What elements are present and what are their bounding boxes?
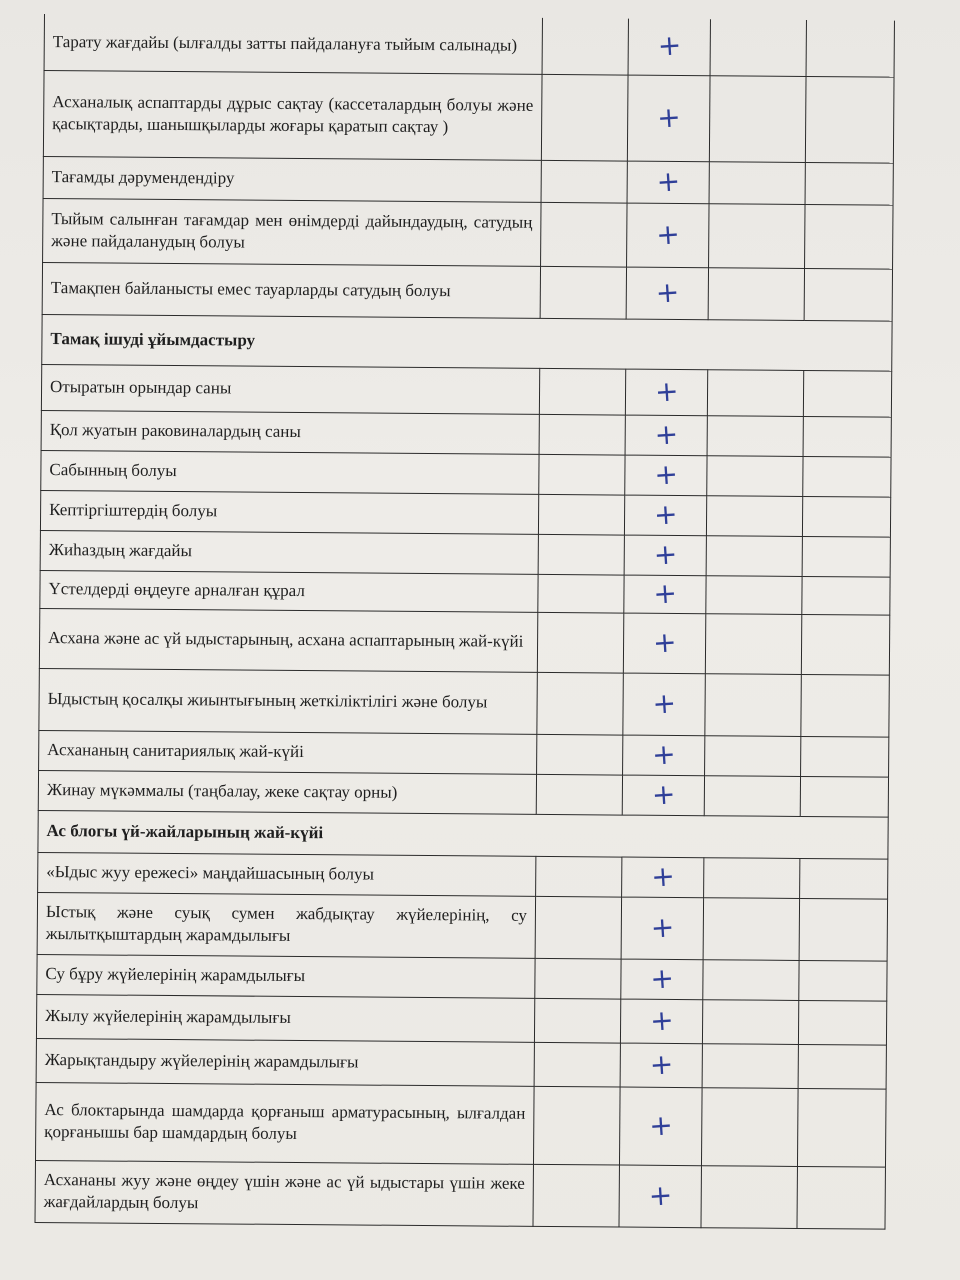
mark-cell bbox=[627, 203, 710, 268]
mark-cell bbox=[625, 369, 707, 416]
section-title: Ас блогы үй-жайларының жай-күйі bbox=[38, 810, 888, 859]
empty-cell bbox=[541, 74, 628, 161]
checklist-rows bbox=[35, 14, 894, 1229]
criterion-label: Су бұру жүйелерінің жарамдылығы bbox=[37, 954, 535, 998]
empty-cell bbox=[707, 415, 803, 456]
empty-cell bbox=[800, 858, 888, 899]
mark-cell bbox=[620, 1043, 702, 1088]
checklist-row bbox=[38, 770, 888, 817]
checklist-row bbox=[40, 490, 890, 537]
criterion-label: Тағамды дәрумендендіру bbox=[43, 156, 541, 202]
handwritten-plus-mark: + bbox=[651, 685, 677, 721]
mark-cell bbox=[622, 857, 704, 898]
criterion-label: Қол жуатын раковиналардың саны bbox=[41, 410, 539, 454]
mark-cell bbox=[627, 161, 709, 204]
handwritten-plus-mark: + bbox=[647, 1177, 673, 1213]
mark-cell bbox=[624, 535, 706, 576]
criterion-label: Ас блоктарында шамдарда қорғаныш арматурасының, ылғалдан қорғанышы бар шамдардың болуы bbox=[35, 1082, 534, 1164]
empty-cell bbox=[540, 266, 626, 319]
mark-cell bbox=[623, 673, 705, 736]
checklist-row bbox=[36, 994, 886, 1045]
mark-cell bbox=[619, 1087, 702, 1166]
empty-cell bbox=[535, 896, 621, 959]
handwritten-plus-mark: + bbox=[648, 1046, 674, 1082]
checklist-row bbox=[44, 14, 894, 77]
handwritten-plus-mark: + bbox=[651, 624, 678, 660]
empty-cell bbox=[803, 456, 891, 497]
mark-cell bbox=[623, 735, 705, 776]
criterion-label: Жылу жүйелерінің жарамдылығы bbox=[36, 994, 534, 1042]
criterion-label: Тыйым салынған тағамдар мен өнімдерді дайындаудың, сатудың және пайдаланудың болуы bbox=[43, 198, 541, 266]
empty-cell bbox=[798, 1044, 886, 1089]
criterion-label: Тарату жағдайы (ылғалды затты пайдалануға тыйым салынады) bbox=[44, 14, 542, 74]
empty-cell bbox=[703, 959, 799, 1000]
checklist-row bbox=[41, 364, 891, 417]
criterion-label: Асхананы жуу және өңдеу үшін және ас үй ыдыстары үшін жеке жағдайлардың болуы bbox=[35, 1160, 533, 1226]
checklist-row bbox=[41, 450, 891, 497]
empty-cell bbox=[802, 536, 890, 577]
handwritten-plus-mark: + bbox=[653, 456, 679, 492]
empty-cell bbox=[701, 1165, 797, 1228]
empty-cell bbox=[710, 19, 806, 76]
criterion-label: Асхананың санитариялық жай-күйі bbox=[39, 730, 537, 774]
empty-cell bbox=[798, 1000, 886, 1045]
criterion-label: Сабынның болуы bbox=[41, 450, 539, 494]
handwritten-plus-mark: + bbox=[649, 909, 676, 945]
empty-cell bbox=[539, 414, 625, 455]
empty-cell bbox=[802, 576, 890, 615]
empty-cell bbox=[538, 494, 624, 535]
empty-cell bbox=[541, 160, 627, 203]
checklist-table bbox=[35, 14, 895, 1229]
empty-cell bbox=[703, 897, 799, 960]
empty-cell bbox=[538, 574, 624, 613]
checklist-row bbox=[35, 1082, 886, 1167]
criterion-label: «Ыдыс жуу ережесі» маңдайшасының болуы bbox=[38, 852, 536, 896]
handwritten-plus-mark: + bbox=[652, 575, 678, 611]
handwritten-plus-mark: + bbox=[654, 274, 681, 310]
checklist-row bbox=[43, 198, 893, 269]
empty-cell bbox=[801, 736, 889, 777]
empty-cell bbox=[537, 734, 623, 775]
empty-cell bbox=[801, 614, 889, 675]
empty-cell bbox=[701, 1087, 798, 1166]
empty-cell bbox=[538, 534, 624, 575]
section-header-row bbox=[38, 810, 888, 859]
empty-cell bbox=[709, 75, 806, 162]
mark-cell bbox=[628, 19, 710, 76]
handwritten-plus-mark: + bbox=[655, 99, 682, 135]
checklist-row bbox=[37, 954, 887, 1001]
empty-cell bbox=[535, 958, 621, 999]
section-header-row bbox=[42, 314, 892, 371]
empty-cell bbox=[705, 613, 801, 674]
empty-cell bbox=[541, 202, 628, 267]
checklist-row bbox=[41, 410, 891, 457]
empty-cell bbox=[805, 76, 894, 163]
empty-cell bbox=[803, 416, 891, 457]
empty-cell bbox=[804, 268, 892, 321]
handwritten-plus-mark: + bbox=[656, 28, 682, 63]
checklist-row bbox=[40, 570, 890, 615]
criterion-label: Ыстық және суық сумен жабдықтау жүйелерінің, су жылытқыштардың жарамдылығы bbox=[37, 892, 535, 958]
mark-cell bbox=[626, 267, 708, 320]
mark-cell bbox=[621, 897, 703, 960]
handwritten-plus-mark: + bbox=[648, 1002, 675, 1038]
empty-cell bbox=[797, 1166, 885, 1229]
checklist-row bbox=[37, 892, 887, 961]
empty-cell bbox=[802, 496, 890, 537]
empty-cell bbox=[533, 1164, 619, 1227]
empty-cell bbox=[702, 999, 798, 1044]
mark-cell bbox=[621, 959, 703, 1000]
empty-cell bbox=[806, 20, 894, 77]
handwritten-plus-mark: + bbox=[652, 496, 679, 532]
empty-cell bbox=[537, 612, 623, 673]
empty-cell bbox=[539, 368, 625, 415]
criterion-label: Асхана және ас үй ыдыстарының, асхана аспаптарының жай-күйі bbox=[39, 608, 537, 672]
handwritten-plus-mark: + bbox=[649, 960, 675, 996]
empty-cell bbox=[800, 776, 888, 817]
handwritten-plus-mark: + bbox=[652, 536, 678, 572]
mark-cell bbox=[625, 455, 707, 496]
empty-cell bbox=[533, 1086, 620, 1165]
empty-cell bbox=[797, 1088, 886, 1167]
empty-cell bbox=[707, 455, 803, 496]
checklist-sheet bbox=[35, 14, 894, 1229]
handwritten-plus-mark: + bbox=[653, 373, 680, 409]
mark-cell bbox=[627, 75, 710, 162]
criterion-label: Кептіргіштердің болуы bbox=[40, 490, 538, 534]
section-title: Тамақ ішуді ұйымдастыру bbox=[42, 314, 892, 371]
mark-cell bbox=[619, 1165, 701, 1228]
checklist-row bbox=[42, 262, 892, 321]
checklist-row bbox=[43, 70, 894, 163]
empty-cell bbox=[709, 161, 805, 204]
mark-cell bbox=[622, 775, 704, 816]
empty-cell bbox=[704, 775, 800, 816]
handwritten-plus-mark: + bbox=[650, 736, 677, 772]
criterion-label: Жиһаздың жағдайы bbox=[40, 530, 538, 574]
handwritten-plus-mark: + bbox=[655, 216, 681, 252]
mark-cell bbox=[623, 613, 705, 674]
empty-cell bbox=[537, 672, 623, 735]
empty-cell bbox=[799, 898, 887, 961]
checklist-row bbox=[39, 668, 889, 737]
criterion-label: Жинау мүкәммалы (таңбалау, жеке сақтау орны) bbox=[38, 770, 536, 814]
empty-cell bbox=[539, 454, 625, 495]
empty-cell bbox=[705, 673, 801, 736]
checklist-row bbox=[36, 1038, 886, 1089]
handwritten-plus-mark: + bbox=[653, 416, 679, 452]
empty-cell bbox=[803, 370, 891, 417]
empty-cell bbox=[536, 856, 622, 897]
criterion-label: Асханалық аспаптарды дұрыс сақтау (кассеталардың болуы және қасықтарды, шанышқыларды жоғары қаратып сақтау ) bbox=[43, 70, 542, 160]
empty-cell bbox=[799, 960, 887, 1001]
handwritten-plus-mark: + bbox=[649, 858, 676, 894]
empty-cell bbox=[708, 267, 804, 320]
mark-cell bbox=[624, 575, 706, 614]
empty-cell bbox=[805, 162, 893, 205]
empty-cell bbox=[534, 1042, 620, 1087]
empty-cell bbox=[705, 735, 801, 776]
handwritten-plus-mark: + bbox=[650, 776, 677, 812]
empty-cell bbox=[706, 535, 802, 576]
empty-cell bbox=[536, 774, 622, 815]
checklist-row bbox=[38, 852, 888, 899]
empty-cell bbox=[534, 998, 620, 1043]
criterion-label: Отыратын орындар саны bbox=[41, 364, 539, 414]
empty-cell bbox=[706, 575, 802, 614]
criterion-label: Үстелдерді өңдеуге арналған құрал bbox=[40, 570, 538, 612]
checklist-row bbox=[39, 608, 889, 675]
empty-cell bbox=[542, 18, 628, 75]
checklist-row bbox=[39, 730, 889, 777]
criterion-label: Тамақпен байланысты емес тауарларды сатудың болуы bbox=[42, 262, 540, 318]
checklist-row bbox=[40, 530, 890, 577]
mark-cell bbox=[620, 999, 702, 1044]
mark-cell bbox=[625, 415, 707, 456]
empty-cell bbox=[805, 204, 893, 269]
checklist-row bbox=[43, 156, 893, 205]
criterion-label: Жарықтандыру жүйелерінің жарамдылығы bbox=[36, 1038, 534, 1086]
handwritten-plus-mark: + bbox=[655, 163, 681, 199]
empty-cell bbox=[707, 369, 803, 416]
empty-cell bbox=[704, 857, 800, 898]
empty-cell bbox=[709, 203, 805, 268]
empty-cell bbox=[706, 495, 802, 536]
mark-cell bbox=[624, 495, 706, 536]
criterion-label: Ыдыстың қосалқы жиынтығының жеткіліктілігі және болуы bbox=[39, 668, 537, 734]
checklist-row bbox=[35, 1160, 885, 1229]
empty-cell bbox=[702, 1043, 798, 1088]
handwritten-plus-mark: + bbox=[648, 1107, 674, 1143]
empty-cell bbox=[801, 674, 889, 737]
